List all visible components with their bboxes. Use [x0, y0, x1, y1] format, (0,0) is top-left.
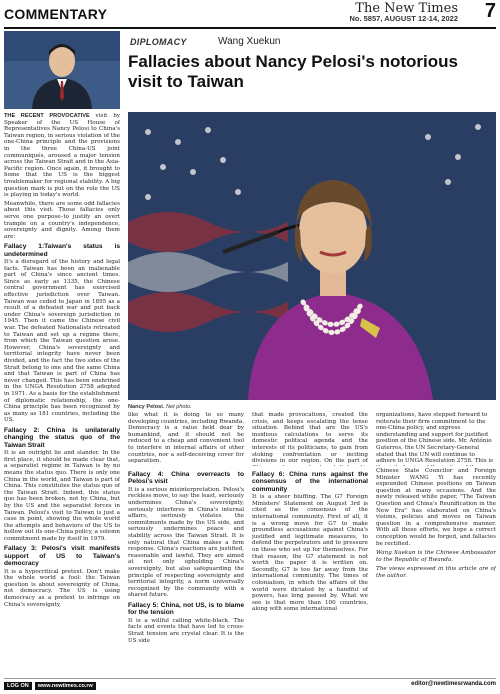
author-portrait-illustration — [4, 31, 120, 109]
pelosi-photo-illustration — [128, 112, 496, 400]
caption-name: Nancy Pelosi. — [128, 404, 165, 410]
fallacy-2-heading: Fallacy 2: China is unilaterally changing the status quo of the Taiwan Strait — [4, 426, 120, 449]
page-number: 7 — [484, 0, 496, 22]
footer-rule — [4, 678, 496, 679]
fallacy-4-heading: Fallacy 4: China overreacts to Pelosi's visit — [128, 471, 244, 486]
column-2-intro: like what it is doing to so many developing countries, including Rwanda. Democracy is a value held dear by humankind, and it should not be reduced to a cheap and convenient tool to interfere in internal affairs of other countries, nor a self-deceiving cover for separatism. — [128, 412, 244, 465]
column-4-body: Chinese State Councilor and Foreign Minister WANG Yi has recently expounded Chinese positions on Taiwan question at many occasions. And the newly released white paper, "The Taiwan Question and China's Reunification in the New Era" has elaborated on China's visions, policies and moves on Taiwan question in a comprehensive manner. With all those efforts, we hope a correct conception would be forged, and fallacies be rectified. — [376, 468, 496, 547]
masthead-rule — [4, 27, 496, 29]
column-3 — [252, 468, 368, 675]
fallacy-6-body: It is a sheer bluffing. The G7 Foreign Ministers' Statement on August 3rd is cited as the consensus of the international community. First of all, it is a wrong move for G7 to make groundless accusations against China's justified and legitimate measures, to defend the perpetrators and to pressure on those who set up for themselves. For that reason, the G7 statement is not worth the paper it is written on. Secondly, G7 is too far away from the international community. The times of colonialism, in which the affairs of the world were dictated by a handful of powers, has long passed by. What we see is that more than 100 countries, along with some international — [252, 494, 368, 613]
section-title: COMMENTARY — [4, 6, 108, 22]
caption-credit: Net photo. — [165, 404, 192, 410]
masthead — [0, 0, 500, 26]
footer-email[interactable]: editor@newtimesrwanda.com — [411, 681, 496, 687]
fallacy-2-body: It is an outright lie and slander. In the first place, it should be made clear that, a separatist regime in Taiwan is by no means the status quo. There is only one China in the world, and Taiwan is part of China. This constitutes the status quo of the Taiwan Strait. Indeed, this status quo has been broken, not by China, but by the US and the separatist forces in Taiwan. Pelosi's visit to Taiwan is just a case in point, showing the whole world the attempts and behaviors of the US to hollow out its one-China policy, a solemn commitment made by itself in 1979. — [4, 450, 120, 542]
lead-caps: THE RECENT PROVOCATIVE — [4, 113, 90, 119]
article-kicker: DIPLOMACY — [130, 37, 187, 47]
paper-name: The New Times — [355, 1, 458, 16]
fallacy-1-body: It's a disregard of the history and legal facts. Taiwan has been an inalienable part of China's since ancient times. Since as early as 1335, the Chinese central government has exercised effective jurisdiction over Taiwan. Taiwan was ceded to Japan in 1895 as a result of a defeated war and put back under China's sovereign jurisdiction in 1945. Then it came the Chinese civil war. The defeated Nationalists retreated to Taiwan and set up a regime there, from which the Taiwan question arose. However, China's sovereignty and territorial integrity have never been divided, and the fact the two sides of the Strait belong to one and the same China and that Taiwan is part of China has never changed. This has been enshrined in the UNGA Resolution 2758 adopted in 1971. As a basis for the establishment of diplomatic relationship, the one-China principle has been recognized by as many as 181 countries, including the US. — [4, 259, 120, 424]
article-byline: Wang Xuekun — [218, 36, 281, 47]
lead-paragraph — [4, 113, 120, 199]
logon-badge: LOG ON — [4, 682, 32, 690]
fallacy-6-heading: Fallacy 6: China runs against the consensus of the international community — [252, 471, 368, 493]
photo-caption — [128, 404, 192, 410]
fallacy-3-body: It is a hypocritical pretext. Don't make the whole world a fool: the Taiwan question is about sovereignty of China, not democracy. The US is using democracy as a pretext to infringe on China's sovereignty, — [4, 568, 120, 608]
lead-text: visit by Speaker of the US House of Representatives Nancy Pelosi to China's Taiwan region, in serious violation of the one-China principle and the provisions in the three China-US joint communiqués, aroused a major tension across the Taiwan Strait and in the Asia-Pacific region. Once again, it brought to home that the US is the biggest troublemaker for regional stability. A big question mark is put on the role the US is playing in today's world. — [4, 113, 120, 199]
column-4 — [376, 468, 496, 675]
disclaimer: The views expressed in this article are of the author. — [376, 566, 496, 579]
footer-left — [4, 681, 96, 690]
column-1 — [4, 113, 120, 675]
fallacy-5-heading: Fallacy 5: China, not US, is to blame for the tension — [128, 601, 244, 617]
fallacy-1-heading: Fallacy 1:Taiwan's status is undetermined — [4, 243, 120, 258]
author-photo — [4, 31, 120, 109]
issue-line: No. 5857, AUGUST 12-14, 2022 — [349, 14, 458, 23]
main-photo — [128, 112, 496, 400]
column-2 — [128, 468, 244, 675]
fallacy-5-body: It is a willful calling white-black. The facts and events that have led to cross-Strait tension are crystal clear. It is the US side — [128, 617, 244, 644]
footer-url[interactable]: www.newtimes.co.rw — [35, 682, 96, 690]
author-bio: Wang Xuekun is the Chinese Ambassador to the Republic of Rwanda. — [376, 550, 496, 563]
column-3-intro: that made provocations, created the crisis, and keeps escalating the tense situation. Behind that are the US's insidious calculations to serve its domestic political agenda and the interests of its politicians, to gain from stoking confrontation or inciting divisions in our region. On the part of — [252, 412, 368, 465]
fallacy-4-body: It is a serious misinterpretation. Pelosi's reckless move, to say the least, seriously undermines China's sovereignty, seriously interferes in China's internal affairs, seriously violates the commitments made by the US side, and seriously undermines peace and stability across the Taiwan Strait. It is only natural that China makes a firm response. China's reactions are justified, reasonable and lawful. They are aimed at not only upholding China's sovereignty, but also safeguarding the principle of respecting sovereignty and territorial integrity, a norm universally recognized by the community with a shared future. — [128, 486, 244, 599]
column-4-intro: organizations, have stepped forward to reiterate their firm commitment to the one-China policy, and express understanding and support for justified position of the Chinese side. Mr. António Guterres, the UN Secretary-General stated that the UN will continue to adhere to UNGA Resolution 2758. This is — [376, 412, 494, 465]
fallacy-3-heading: Fallacy 3: Pelosi's visit manifests support of US to Taiwan's democracy — [4, 545, 120, 568]
article-headline: Fallacies about Nancy Pelosi's notorious visit to Taiwan — [128, 52, 458, 91]
intro-paragraph: Meanwhile, there are some odd fallacies about this visit. Those fallacies only serve one purpose–to justify an overt trample on a country's independence, sovereignty and dignity. Among them are: — [4, 200, 120, 240]
